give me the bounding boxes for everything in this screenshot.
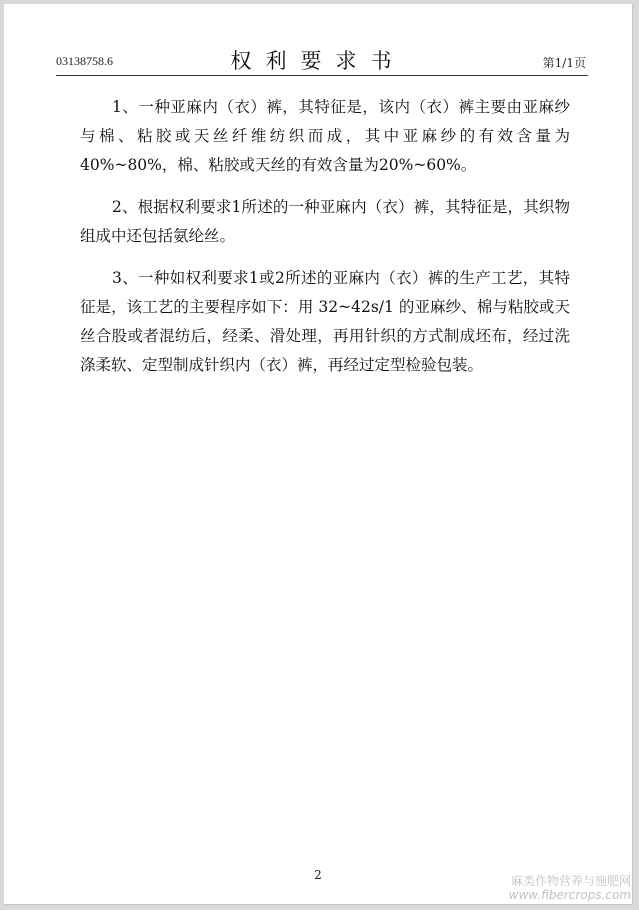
watermark [509, 874, 631, 902]
claims-list [80, 93, 570, 393]
header-divider [56, 75, 588, 76]
claim-2: 2、根据权利要求1所述的一种亚麻内（衣）裤，其特征是，其织物组成中还包括氨纶丝。 [80, 198, 570, 245]
claim-3: 3、一种如权利要求1或2所述的亚麻内（衣）裤的生产工艺，其特征是，该工艺的主要程序如下：用 32~42s/1 的亚麻纱、棉与粘胶或天丝合股或者混纺后，经柔、滑处理，再用针织的方式制成坯布，经过洗涤柔软、定型制成针织内（衣）裤，再经过定型检验包装。 [80, 269, 570, 374]
page-title: 权利要求书 [230, 49, 406, 73]
page-number: 2 [314, 868, 322, 882]
page-indicator: 第1/1页 [542, 56, 586, 70]
document-page [4, 4, 632, 904]
watermark-url: www.fibercrops.com [508, 888, 631, 902]
claim-1: 1、一种亚麻内（衣）裤，其特征是，该内（衣）裤主要由亚麻纱与棉、粘胶或天丝纤维纺织而成，其中亚麻纱的有效含量为40%~80%，棉、粘胶或天丝的有效含量为20%~60%。 [80, 98, 570, 174]
application-number: 03138758.6 [56, 54, 113, 68]
watermark-site-name: 麻类作物营养与施肥网 [510, 874, 631, 888]
